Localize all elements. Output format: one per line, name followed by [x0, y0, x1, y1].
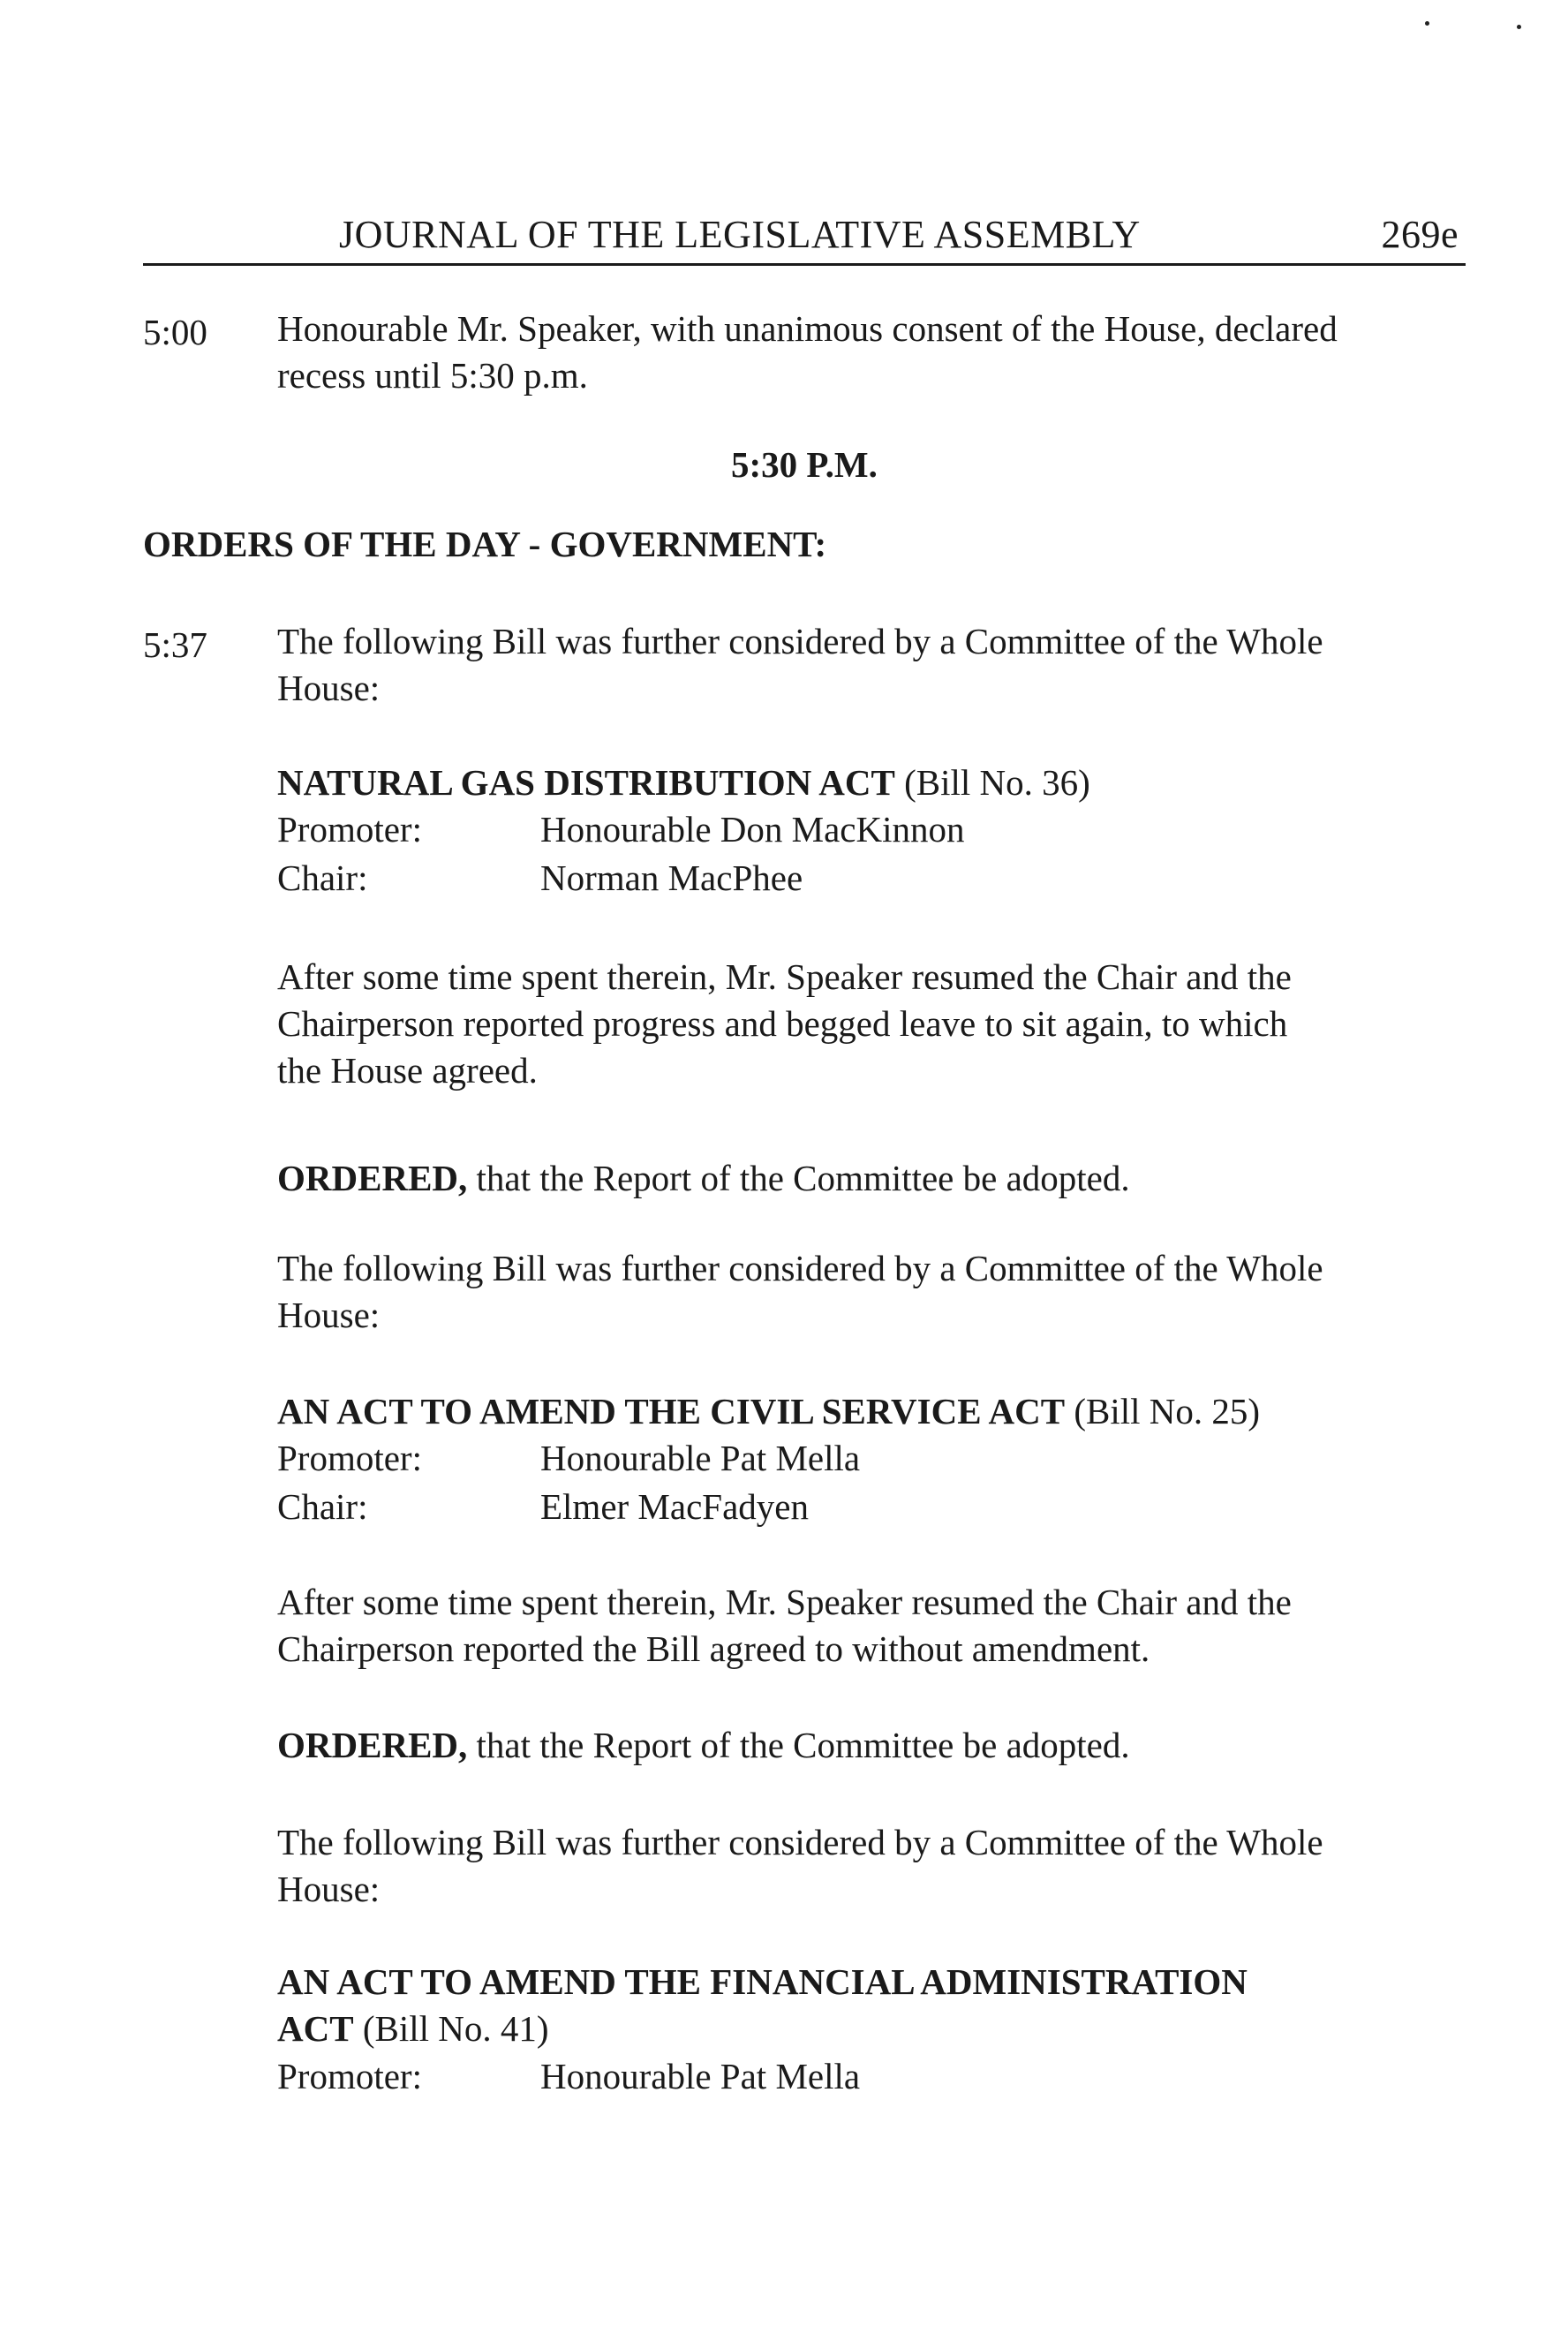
text-line: The following Bill was further considered by a Committee of the Whole	[277, 621, 1323, 661]
text-line: House:	[277, 1295, 381, 1335]
section-heading: ORDERS OF THE DAY - GOVERNMENT:	[143, 524, 827, 564]
text-line: Chairperson reported progress and begged leave to sit again, to which	[277, 1003, 1288, 1044]
journal-title: JOURNAL OF THE LEGISLATIVE ASSEMBLY	[339, 213, 1141, 256]
chair-label: Chair:	[277, 857, 368, 898]
bill-title: NATURAL GAS DISTRIBUTION ACT	[277, 762, 895, 803]
text-line: Chairperson reported the Bill agreed to without amendment.	[277, 1628, 1150, 1669]
text-line: House:	[277, 668, 381, 708]
bill-title: AN ACT TO AMEND THE FINANCIAL ADMINISTRATION	[277, 1961, 1248, 2002]
promoter-label: Promoter:	[277, 2056, 422, 2096]
text-line: recess until 5:30 p.m.	[277, 355, 588, 396]
ordered-text: that the Report of the Committee be adopted.	[476, 1725, 1130, 1765]
time-heading: 5:30 P.M.	[731, 444, 878, 485]
entry-time: 5:00	[143, 312, 207, 352]
ordered-statement	[277, 1155, 1469, 1202]
chair-name: Norman MacPhee	[540, 857, 803, 898]
bill-number: (Bill No. 25)	[1074, 1391, 1261, 1431]
entry-time: 5:37	[143, 624, 207, 665]
chair-name: Elmer MacFadyen	[540, 1486, 809, 1527]
text-line: House:	[277, 1869, 381, 1909]
entry-text	[277, 618, 1469, 712]
scan-speck	[1425, 21, 1429, 26]
header-rule	[143, 263, 1466, 266]
bill-heading	[277, 1959, 1478, 2052]
text-line: After some time spent therein, Mr. Speaker resumed the Chair and the	[277, 956, 1292, 997]
bill-number: (Bill No. 41)	[362, 2008, 549, 2049]
promoter-name: Honourable Pat Mella	[540, 1438, 861, 1478]
bill-number: (Bill No. 36)	[904, 762, 1090, 803]
text-line: After some time spent therein, Mr. Speaker resumed the Chair and the	[277, 1582, 1292, 1622]
ordered-statement	[277, 1722, 1469, 1769]
chair-label: Chair:	[277, 1486, 368, 1527]
ordered-text: that the Report of the Committee be adopted.	[476, 1158, 1130, 1198]
promoter-label: Promoter:	[277, 1438, 422, 1478]
bill-title: AN ACT TO AMEND THE CIVIL SERVICE ACT	[277, 1391, 1066, 1431]
promoter-name: Honourable Pat Mella	[540, 2056, 861, 2096]
text-line: The following Bill was further considered by a Committee of the Whole	[277, 1822, 1323, 1862]
paragraph	[277, 1579, 1469, 1673]
scan-speck	[1517, 25, 1521, 29]
bill-heading	[277, 759, 1478, 806]
bill-title: ACT	[277, 2008, 354, 2049]
page-number: 269e	[1381, 213, 1459, 256]
entry-text	[277, 306, 1469, 399]
promoter-name: Honourable Don MacKinnon	[540, 809, 965, 850]
ordered-keyword: ORDERED,	[277, 1725, 468, 1765]
paragraph	[277, 1819, 1469, 1913]
bill-heading	[277, 1388, 1478, 1435]
running-header	[143, 212, 1466, 265]
text-line: Honourable Mr. Speaker, with unanimous consent of the House, declared	[277, 308, 1338, 349]
text-line: the House agreed.	[277, 1050, 538, 1091]
text-line: The following Bill was further considered by a Committee of the Whole	[277, 1248, 1323, 1288]
ordered-keyword: ORDERED,	[277, 1158, 468, 1198]
promoter-label: Promoter:	[277, 809, 422, 850]
paragraph	[277, 954, 1469, 1094]
paragraph	[277, 1245, 1469, 1339]
